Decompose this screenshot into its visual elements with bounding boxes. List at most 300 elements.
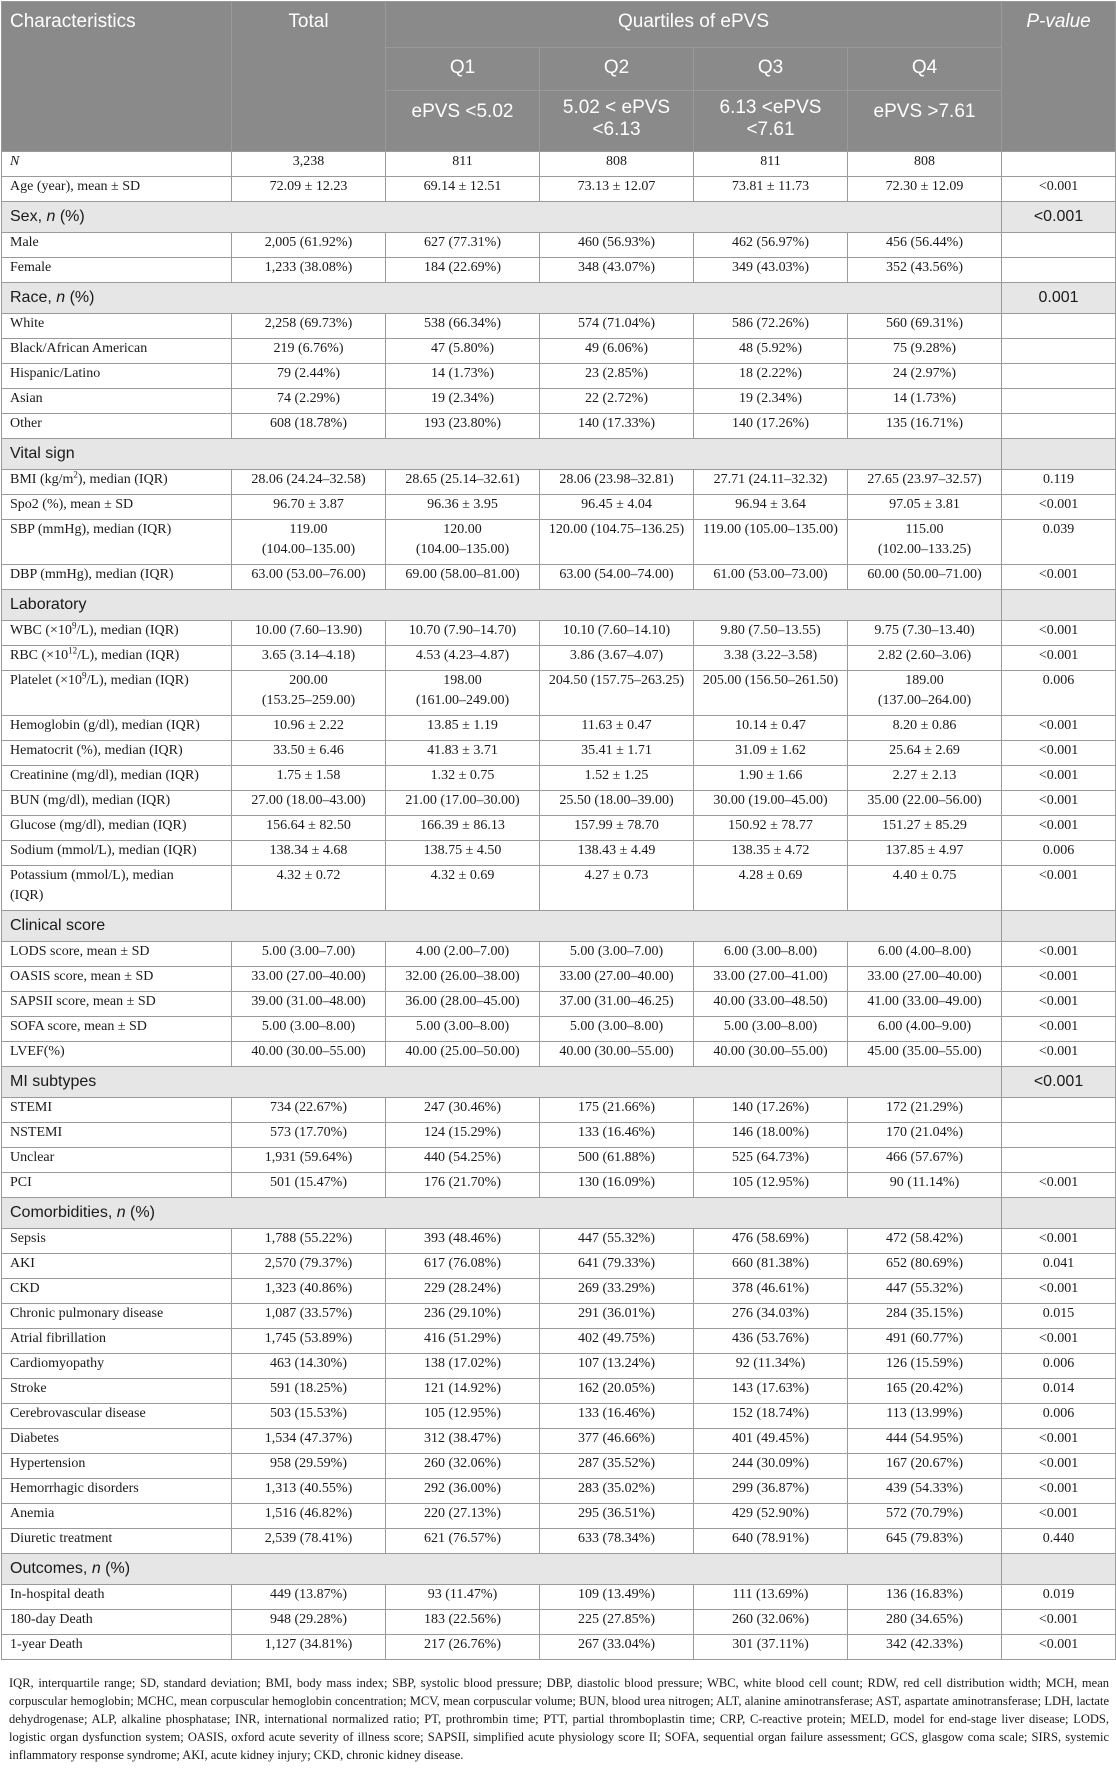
cell-q3: 48 (5.92%)	[694, 339, 848, 364]
section-title: Clinical score	[2, 911, 1002, 942]
cell-q1: 416 (51.29%)	[386, 1329, 540, 1354]
cell-total: 3.65 (3.14–4.18)	[232, 646, 386, 671]
cell-q4: 75 (9.28%)	[848, 339, 1002, 364]
cell-q4: 189.00 (137.00–264.00)	[848, 671, 1002, 716]
cell-q4: 151.27 ± 85.29	[848, 816, 1002, 841]
cell-total: 2,258 (69.73%)	[232, 314, 386, 339]
cell-q2: 28.06 (23.98–32.81)	[540, 470, 694, 495]
row-label: 180-day Death	[2, 1610, 232, 1635]
cell-pvalue: <0.001	[1002, 1504, 1116, 1529]
cell-pvalue: <0.001	[1002, 646, 1116, 671]
row-label: Hemorrhagic disorders	[2, 1479, 232, 1504]
cell-q1: 28.65 (25.14–32.61)	[386, 470, 540, 495]
cell-total: 503 (15.53%)	[232, 1404, 386, 1429]
cell-total: 5.00 (3.00–8.00)	[232, 1017, 386, 1042]
section-header-row	[2, 439, 1116, 470]
cell-pvalue	[1002, 389, 1116, 414]
table-row	[2, 1304, 1116, 1329]
table-row	[2, 1454, 1116, 1479]
cell-q2: 641 (79.33%)	[540, 1254, 694, 1279]
cell-q3: 429 (52.90%)	[694, 1504, 848, 1529]
cell-q1: 19 (2.34%)	[386, 389, 540, 414]
cell-q3: 27.71 (24.11–32.32)	[694, 470, 848, 495]
cell-q4: 136 (16.83%)	[848, 1585, 1002, 1610]
cell-total: 1,516 (46.82%)	[232, 1504, 386, 1529]
table-row	[2, 233, 1116, 258]
cell-q2: 63.00 (54.00–74.00)	[540, 565, 694, 590]
cell-total: 4.32 ± 0.72	[232, 866, 386, 911]
row-label: Female	[2, 258, 232, 283]
cell-total: 573 (17.70%)	[232, 1123, 386, 1148]
cell-q2: 460 (56.93%)	[540, 233, 694, 258]
row-label: Creatinine (mg/dl), median (IQR)	[2, 766, 232, 791]
cell-q4: 170 (21.04%)	[848, 1123, 1002, 1148]
row-label: Spo2 (%), mean ± SD	[2, 495, 232, 520]
cell-pvalue: <0.001	[1002, 992, 1116, 1017]
section-pvalue: <0.001	[1002, 1067, 1116, 1098]
cell-q1: 176 (21.70%)	[386, 1173, 540, 1198]
cell-q4: 113 (13.99%)	[848, 1404, 1002, 1429]
cell-q4: 137.85 ± 4.97	[848, 841, 1002, 866]
cell-pvalue: 0.006	[1002, 671, 1116, 716]
row-label: LODS score, mean ± SD	[2, 942, 232, 967]
table-row	[2, 1017, 1116, 1042]
cell-q4: 90 (11.14%)	[848, 1173, 1002, 1198]
row-label: SAPSII score, mean ± SD	[2, 992, 232, 1017]
table-row	[2, 414, 1116, 439]
header-q1-range: ePVS <5.02	[386, 91, 540, 152]
row-label: BMI $(kg/m^2)$, median (IQR)	[2, 470, 232, 495]
cell-pvalue: <0.001	[1002, 1042, 1116, 1067]
table-row	[2, 152, 1116, 177]
cell-pvalue: <0.001	[1002, 1454, 1116, 1479]
cell-q1: 260 (32.06%)	[386, 1454, 540, 1479]
row-label: Diabetes	[2, 1429, 232, 1454]
table-row	[2, 766, 1116, 791]
table-row	[2, 791, 1116, 816]
cell-q4: 652 (80.69%)	[848, 1254, 1002, 1279]
cell-q1: 220 (27.13%)	[386, 1504, 540, 1529]
table-row	[2, 1379, 1116, 1404]
table-row	[2, 520, 1116, 565]
row-label: Anemia	[2, 1504, 232, 1529]
cell-q4: 8.20 ± 0.86	[848, 716, 1002, 741]
cell-q3: 152 (18.74%)	[694, 1404, 848, 1429]
table-row	[2, 389, 1116, 414]
cell-q2: 11.63 ± 0.47	[540, 716, 694, 741]
cell-q2: 447 (55.32%)	[540, 1229, 694, 1254]
header-total: Total	[232, 2, 386, 152]
cell-q3: 3.38 (3.22–3.58)	[694, 646, 848, 671]
row-label: Platelet $(\times 10^9/L)$, median (IQR)	[2, 671, 232, 716]
row-label: RBC $(\times 10^{12}/L)$, median (IQR)	[2, 646, 232, 671]
cell-q4: 9.75 (7.30–13.40)	[848, 621, 1002, 646]
cell-q1: 93 (11.47%)	[386, 1585, 540, 1610]
cell-q4: 41.00 (33.00–49.00)	[848, 992, 1002, 1017]
cell-q1: 184 (22.69%)	[386, 258, 540, 283]
row-label: SOFA score, mean ± SD	[2, 1017, 232, 1042]
cell-pvalue: <0.001	[1002, 791, 1116, 816]
table-row	[2, 1254, 1116, 1279]
cell-q4: 115.00 (102.00–133.25)	[848, 520, 1002, 565]
cell-q1: 292 (36.00%)	[386, 1479, 540, 1504]
cell-total: 1,233 (38.08%)	[232, 258, 386, 283]
table-row	[2, 816, 1116, 841]
section-pvalue	[1002, 1554, 1116, 1585]
cell-total: 591 (18.25%)	[232, 1379, 386, 1404]
cell-q1: 36.00 (28.00–45.00)	[386, 992, 540, 1017]
table-row	[2, 1610, 1116, 1635]
header-q3: Q3	[694, 48, 848, 91]
section-pvalue: <0.001	[1002, 202, 1116, 233]
row-label: N	[2, 152, 232, 177]
cell-q4: 284 (35.15%)	[848, 1304, 1002, 1329]
cell-q1: 811	[386, 152, 540, 177]
cell-q4: 439 (54.33%)	[848, 1479, 1002, 1504]
table-row	[2, 314, 1116, 339]
table-row	[2, 339, 1116, 364]
row-label: DBP (mmHg), median (IQR)	[2, 565, 232, 590]
cell-q3: 276 (34.03%)	[694, 1304, 848, 1329]
row-label: Potassium (mmol/L), median (IQR)	[2, 866, 232, 911]
cell-q3: 260 (32.06%)	[694, 1610, 848, 1635]
cell-total: 463 (14.30%)	[232, 1354, 386, 1379]
cell-pvalue	[1002, 1148, 1116, 1173]
table-row	[2, 716, 1116, 741]
section-title: Comorbidities, n (%)	[2, 1198, 1002, 1229]
cell-pvalue	[1002, 414, 1116, 439]
cell-total: 27.00 (18.00–43.00)	[232, 791, 386, 816]
cell-q4: 2.82 (2.60–3.06)	[848, 646, 1002, 671]
cell-q2: 204.50 (157.75–263.25)	[540, 671, 694, 716]
cell-pvalue: <0.001	[1002, 565, 1116, 590]
cell-q3: 640 (78.91%)	[694, 1529, 848, 1554]
table-row	[2, 1279, 1116, 1304]
cell-q1: 247 (30.46%)	[386, 1098, 540, 1123]
table-row	[2, 258, 1116, 283]
cell-total: 40.00 (30.00–55.00)	[232, 1042, 386, 1067]
cell-q3: 138.35 ± 4.72	[694, 841, 848, 866]
cell-q2: 267 (33.04%)	[540, 1635, 694, 1660]
cell-total: 1,087 (33.57%)	[232, 1304, 386, 1329]
cell-total: 72.09 ± 12.23	[232, 177, 386, 202]
header-quartiles: Quartiles of ePVS	[386, 2, 1002, 48]
cell-total: 33.00 (27.00–40.00)	[232, 967, 386, 992]
cell-q3: 462 (56.97%)	[694, 233, 848, 258]
cell-total: 2,570 (79.37%)	[232, 1254, 386, 1279]
row-label: Asian	[2, 389, 232, 414]
cell-pvalue: <0.001	[1002, 1229, 1116, 1254]
cell-q3: 19 (2.34%)	[694, 389, 848, 414]
row-label: AKI	[2, 1254, 232, 1279]
cell-total: 79 (2.44%)	[232, 364, 386, 389]
cell-q2: 808	[540, 152, 694, 177]
table-body	[2, 152, 1116, 1660]
cell-total: 74 (2.29%)	[232, 389, 386, 414]
header-q1: Q1	[386, 48, 540, 91]
cell-q4: 135 (16.71%)	[848, 414, 1002, 439]
cell-q2: 500 (61.88%)	[540, 1148, 694, 1173]
cell-q2: 348 (43.07%)	[540, 258, 694, 283]
cell-q3: 660 (81.38%)	[694, 1254, 848, 1279]
cell-pvalue: 0.440	[1002, 1529, 1116, 1554]
cell-pvalue: <0.001	[1002, 1635, 1116, 1660]
row-label: WBC $(\times 10^9/L)$, median (IQR)	[2, 621, 232, 646]
row-label: Male	[2, 233, 232, 258]
section-pvalue	[1002, 590, 1116, 621]
cell-q3: 476 (58.69%)	[694, 1229, 848, 1254]
cell-q2: 49 (6.06%)	[540, 339, 694, 364]
cell-pvalue: 0.015	[1002, 1304, 1116, 1329]
cell-q2: 574 (71.04%)	[540, 314, 694, 339]
cell-q2: 120.00 (104.75–136.25)	[540, 520, 694, 565]
cell-q1: 183 (22.56%)	[386, 1610, 540, 1635]
cell-pvalue: 0.006	[1002, 1404, 1116, 1429]
cell-q3: 30.00 (19.00–45.00)	[694, 791, 848, 816]
cell-q1: 1.32 ± 0.75	[386, 766, 540, 791]
cell-q2: 5.00 (3.00–8.00)	[540, 1017, 694, 1042]
cell-q4: 456 (56.44%)	[848, 233, 1002, 258]
cell-pvalue: <0.001	[1002, 177, 1116, 202]
cell-q3: 5.00 (3.00–8.00)	[694, 1017, 848, 1042]
table-row	[2, 1504, 1116, 1529]
table-row	[2, 1429, 1116, 1454]
section-header-row	[2, 1554, 1116, 1585]
cell-q3: 96.94 ± 3.64	[694, 495, 848, 520]
cell-q1: 4.32 ± 0.69	[386, 866, 540, 911]
cell-q2: 402 (49.75%)	[540, 1329, 694, 1354]
cell-total: 10.00 (7.60–13.90)	[232, 621, 386, 646]
cell-q3: 6.00 (3.00–8.00)	[694, 942, 848, 967]
cell-q3: 349 (43.03%)	[694, 258, 848, 283]
cell-pvalue: 0.039	[1002, 520, 1116, 565]
row-label: Chronic pulmonary disease	[2, 1304, 232, 1329]
row-label: Hypertension	[2, 1454, 232, 1479]
cell-q2: 4.27 ± 0.73	[540, 866, 694, 911]
cell-q2: 3.86 (3.67–4.07)	[540, 646, 694, 671]
cell-q3: 9.80 (7.50–13.55)	[694, 621, 848, 646]
cell-total: 1,788 (55.22%)	[232, 1229, 386, 1254]
row-label: Hispanic/Latino	[2, 364, 232, 389]
row-label: Cardiomyopathy	[2, 1354, 232, 1379]
row-label: Black/African American	[2, 339, 232, 364]
row-label: In-hospital death	[2, 1585, 232, 1610]
cell-q3: 111 (13.69%)	[694, 1585, 848, 1610]
cell-q1: 69.00 (58.00–81.00)	[386, 565, 540, 590]
row-label: BUN (mg/dl), median (IQR)	[2, 791, 232, 816]
section-title: Vital sign	[2, 439, 1002, 470]
section-header-row	[2, 911, 1116, 942]
row-label: STEMI	[2, 1098, 232, 1123]
cell-q1: 393 (48.46%)	[386, 1229, 540, 1254]
header-q2: Q2	[540, 48, 694, 91]
section-header-row	[2, 590, 1116, 621]
table-row	[2, 1229, 1116, 1254]
cell-q1: 120.00 (104.00–135.00)	[386, 520, 540, 565]
cell-pvalue: <0.001	[1002, 1173, 1116, 1198]
cell-pvalue: 0.006	[1002, 1354, 1116, 1379]
cell-q4: 172 (21.29%)	[848, 1098, 1002, 1123]
cell-q1: 121 (14.92%)	[386, 1379, 540, 1404]
cell-q2: 162 (20.05%)	[540, 1379, 694, 1404]
section-pvalue	[1002, 439, 1116, 470]
cell-q1: 21.00 (17.00–30.00)	[386, 791, 540, 816]
cell-q2: 23 (2.85%)	[540, 364, 694, 389]
cell-q1: 32.00 (26.00–38.00)	[386, 967, 540, 992]
section-title: Outcomes, n (%)	[2, 1554, 1002, 1585]
cell-q3: 40.00 (30.00–55.00)	[694, 1042, 848, 1067]
section-header-row	[2, 202, 1116, 233]
cell-pvalue: <0.001	[1002, 495, 1116, 520]
cell-pvalue: <0.001	[1002, 816, 1116, 841]
cell-total: 1,534 (47.37%)	[232, 1429, 386, 1454]
table-header	[2, 2, 1116, 152]
cell-q1: 105 (12.95%)	[386, 1404, 540, 1429]
cell-q2: 291 (36.01%)	[540, 1304, 694, 1329]
table-row	[2, 621, 1116, 646]
row-label: Diuretic treatment	[2, 1529, 232, 1554]
row-label: Stroke	[2, 1379, 232, 1404]
cell-q1: 40.00 (25.00–50.00)	[386, 1042, 540, 1067]
cell-q3: 401 (49.45%)	[694, 1429, 848, 1454]
cell-pvalue	[1002, 1098, 1116, 1123]
cell-total: 1,127 (34.81%)	[232, 1635, 386, 1660]
section-title: Laboratory	[2, 590, 1002, 621]
cell-q2: 157.99 ± 78.70	[540, 816, 694, 841]
header-q4-range: ePVS >7.61	[848, 91, 1002, 152]
cell-q4: 60.00 (50.00–71.00)	[848, 565, 1002, 590]
cell-q1: 236 (29.10%)	[386, 1304, 540, 1329]
cell-q4: 126 (15.59%)	[848, 1354, 1002, 1379]
cell-total: 734 (22.67%)	[232, 1098, 386, 1123]
row-label: Sodium (mmol/L), median (IQR)	[2, 841, 232, 866]
cell-total: 948 (29.28%)	[232, 1610, 386, 1635]
cell-q3: 61.00 (53.00–73.00)	[694, 565, 848, 590]
table-row	[2, 1635, 1116, 1660]
cell-q1: 96.36 ± 3.95	[386, 495, 540, 520]
cell-q4: 560 (69.31%)	[848, 314, 1002, 339]
cell-total: 96.70 ± 3.87	[232, 495, 386, 520]
cell-q2: 22 (2.72%)	[540, 389, 694, 414]
cell-q3: 140 (17.26%)	[694, 414, 848, 439]
cell-q1: 10.70 (7.90–14.70)	[386, 621, 540, 646]
cell-q1: 621 (76.57%)	[386, 1529, 540, 1554]
cell-q1: 47 (5.80%)	[386, 339, 540, 364]
cell-q3: 150.92 ± 78.77	[694, 816, 848, 841]
table-row	[2, 1123, 1116, 1148]
header-pvalue	[1002, 2, 1116, 152]
cell-q2: 140 (17.33%)	[540, 414, 694, 439]
cell-q3: 105 (12.95%)	[694, 1173, 848, 1198]
cell-q2: 107 (13.24%)	[540, 1354, 694, 1379]
cell-q3: 244 (30.09%)	[694, 1454, 848, 1479]
cell-q3: 10.14 ± 0.47	[694, 716, 848, 741]
cell-q4: 352 (43.56%)	[848, 258, 1002, 283]
cell-total: 608 (18.78%)	[232, 414, 386, 439]
cell-q1: 627 (77.31%)	[386, 233, 540, 258]
cell-pvalue: <0.001	[1002, 766, 1116, 791]
table-row	[2, 1529, 1116, 1554]
cell-q3: 378 (46.61%)	[694, 1279, 848, 1304]
cell-q4: 645 (79.83%)	[848, 1529, 1002, 1554]
table-row	[2, 671, 1116, 716]
cell-q3: 18 (2.22%)	[694, 364, 848, 389]
cell-q3: 73.81 ± 11.73	[694, 177, 848, 202]
cell-q4: 14 (1.73%)	[848, 389, 1002, 414]
cell-pvalue: <0.001	[1002, 621, 1116, 646]
cell-q2: 35.41 ± 1.71	[540, 741, 694, 766]
cell-q2: 1.52 ± 1.25	[540, 766, 694, 791]
cell-total: 10.96 ± 2.22	[232, 716, 386, 741]
cell-total: 39.00 (31.00–48.00)	[232, 992, 386, 1017]
header-q4: Q4	[848, 48, 1002, 91]
header-pvalue-text: P-value	[1026, 11, 1091, 32]
table-row	[2, 967, 1116, 992]
cell-q2: 109 (13.49%)	[540, 1585, 694, 1610]
cell-q1: 217 (26.76%)	[386, 1635, 540, 1660]
cell-q1: 5.00 (3.00–8.00)	[386, 1017, 540, 1042]
cell-pvalue: <0.001	[1002, 1329, 1116, 1354]
cell-total: 200.00 (153.25–259.00)	[232, 671, 386, 716]
table-row	[2, 942, 1116, 967]
cell-q4: 2.27 ± 2.13	[848, 766, 1002, 791]
cell-q2: 37.00 (31.00–46.25)	[540, 992, 694, 1017]
cell-q2: 175 (21.66%)	[540, 1098, 694, 1123]
cell-pvalue: <0.001	[1002, 741, 1116, 766]
section-header-row	[2, 283, 1116, 314]
cell-q4: 447 (55.32%)	[848, 1279, 1002, 1304]
cell-q1: 229 (28.24%)	[386, 1279, 540, 1304]
table-container	[1, 1, 1115, 1764]
cell-total: 28.06 (24.24–32.58)	[232, 470, 386, 495]
cell-q4: 35.00 (22.00–56.00)	[848, 791, 1002, 816]
cell-q3: 586 (72.26%)	[694, 314, 848, 339]
cell-q2: 5.00 (3.00–7.00)	[540, 942, 694, 967]
row-label: Hematocrit (%), median (IQR)	[2, 741, 232, 766]
row-label: LVEF(%)	[2, 1042, 232, 1067]
cell-q2: 377 (46.66%)	[540, 1429, 694, 1454]
row-label: Hemoglobin (g/dl), median (IQR)	[2, 716, 232, 741]
cell-q1: 617 (76.08%)	[386, 1254, 540, 1279]
cell-q4: 572 (70.79%)	[848, 1504, 1002, 1529]
cell-q3: 1.90 ± 1.66	[694, 766, 848, 791]
cell-total: 1,745 (53.89%)	[232, 1329, 386, 1354]
cell-total: 2,005 (61.92%)	[232, 233, 386, 258]
cell-q3: 40.00 (33.00–48.50)	[694, 992, 848, 1017]
cell-pvalue: 0.019	[1002, 1585, 1116, 1610]
cell-q3: 525 (64.73%)	[694, 1148, 848, 1173]
cell-total: 3,238	[232, 152, 386, 177]
cell-q3: 146 (18.00%)	[694, 1123, 848, 1148]
cell-q2: 40.00 (30.00–55.00)	[540, 1042, 694, 1067]
cell-q3: 119.00 (105.00–135.00)	[694, 520, 848, 565]
cell-q4: 24 (2.97%)	[848, 364, 1002, 389]
table-row	[2, 364, 1116, 389]
cell-q2: 73.13 ± 12.07	[540, 177, 694, 202]
cell-q1: 14 (1.73%)	[386, 364, 540, 389]
cell-q4: 491 (60.77%)	[848, 1329, 1002, 1354]
table-row	[2, 741, 1116, 766]
cell-pvalue: <0.001	[1002, 942, 1116, 967]
header-q3-range: 6.13 <ePVS <7.61	[694, 91, 848, 152]
cell-pvalue	[1002, 1123, 1116, 1148]
characteristics-table	[1, 1, 1116, 1660]
cell-q3: 205.00 (156.50–261.50)	[694, 671, 848, 716]
cell-pvalue: 0.006	[1002, 841, 1116, 866]
cell-q4: 280 (34.65%)	[848, 1610, 1002, 1635]
cell-pvalue	[1002, 339, 1116, 364]
cell-q3: 301 (37.11%)	[694, 1635, 848, 1660]
